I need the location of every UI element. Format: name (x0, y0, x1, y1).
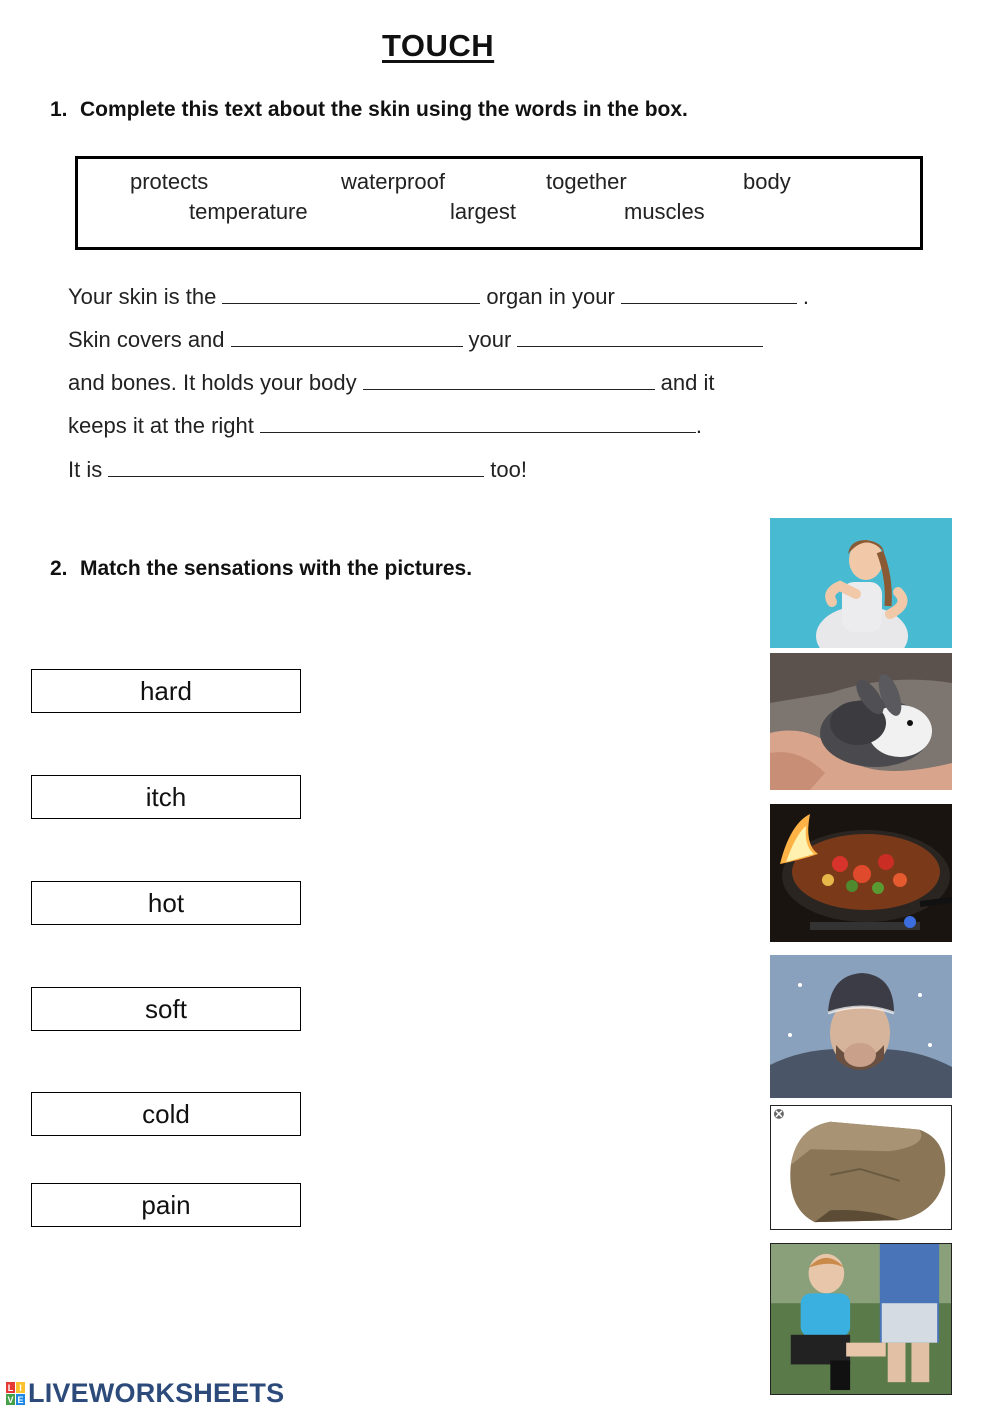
sensation-box-hard[interactable]: hard (31, 669, 301, 713)
word-bank-item: protects (130, 169, 209, 194)
text-line-4 (68, 413, 702, 439)
sensation-box-hot[interactable]: hot (31, 881, 301, 925)
answer-blank[interactable] (621, 285, 797, 304)
exercise-2-heading (50, 557, 472, 581)
sensation-box-pain[interactable]: pain (31, 1183, 301, 1227)
text-fragment: and bones. It holds your body (68, 370, 357, 395)
exercise-1-instruction: Complete this text about the skin using the words in the box. (80, 98, 688, 121)
picture-bunny-in-hands[interactable] (770, 653, 952, 790)
word-bank-item: temperature (189, 199, 308, 224)
word-bank-box (75, 156, 923, 250)
answer-blank[interactable] (108, 458, 484, 477)
logo-letter: E (17, 1394, 24, 1405)
picture-injured-knee[interactable] (770, 1243, 952, 1395)
answer-blank[interactable] (231, 328, 463, 347)
exercise-2-number: 2. (50, 557, 68, 580)
text-fragment: and it (660, 370, 715, 395)
answer-blank[interactable] (260, 414, 696, 433)
text-fragment: keeps it at the right (68, 413, 254, 438)
text-fragment: . (802, 284, 809, 309)
answer-blank[interactable] (517, 328, 763, 347)
answer-blank[interactable] (363, 371, 655, 390)
text-fragment: It is (68, 457, 103, 482)
text-fragment: too! (490, 457, 527, 482)
picture-flaming-wok[interactable] (770, 804, 952, 942)
text-line-1 (68, 284, 809, 310)
text-fragment: your (468, 327, 512, 352)
sensation-box-soft[interactable]: soft (31, 987, 301, 1031)
sensation-box-cold[interactable]: cold (31, 1092, 301, 1136)
text-line-3 (68, 370, 714, 396)
word-bank-item: together (546, 169, 627, 194)
liveworksheets-footer[interactable] (6, 1378, 284, 1409)
text-fragment: Skin covers and (68, 327, 225, 352)
text-line-2 (68, 327, 769, 353)
answer-blank[interactable] (222, 285, 480, 304)
exercise-1-number: 1. (50, 98, 68, 121)
logo-letter: V (7, 1394, 14, 1405)
liveworksheets-logo-icon (6, 1382, 25, 1405)
text-fragment: . (695, 413, 703, 438)
picture-rock[interactable] (770, 1105, 952, 1230)
text-fragment: organ in your (486, 284, 615, 309)
logo-letter: L (7, 1382, 14, 1393)
exercise-1-heading (50, 98, 688, 122)
word-bank-item: muscles (624, 199, 705, 224)
word-bank-item: waterproof (341, 169, 445, 194)
picture-freezing-man[interactable] (770, 955, 952, 1098)
logo-letter: I (16, 1382, 25, 1393)
text-fragment: Your skin is the (68, 284, 217, 309)
page-title: TOUCH (382, 28, 495, 63)
word-bank-item: largest (450, 199, 517, 224)
brand-name: LIVEWORKSHEETS (28, 1378, 285, 1408)
sensation-box-itch[interactable]: itch (31, 775, 301, 819)
text-line-5 (68, 457, 527, 483)
exercise-2-instruction: Match the sensations with the pictures. (80, 557, 473, 580)
picture-girl-scratching-arm[interactable] (770, 518, 952, 648)
word-bank-item: body (743, 169, 791, 194)
